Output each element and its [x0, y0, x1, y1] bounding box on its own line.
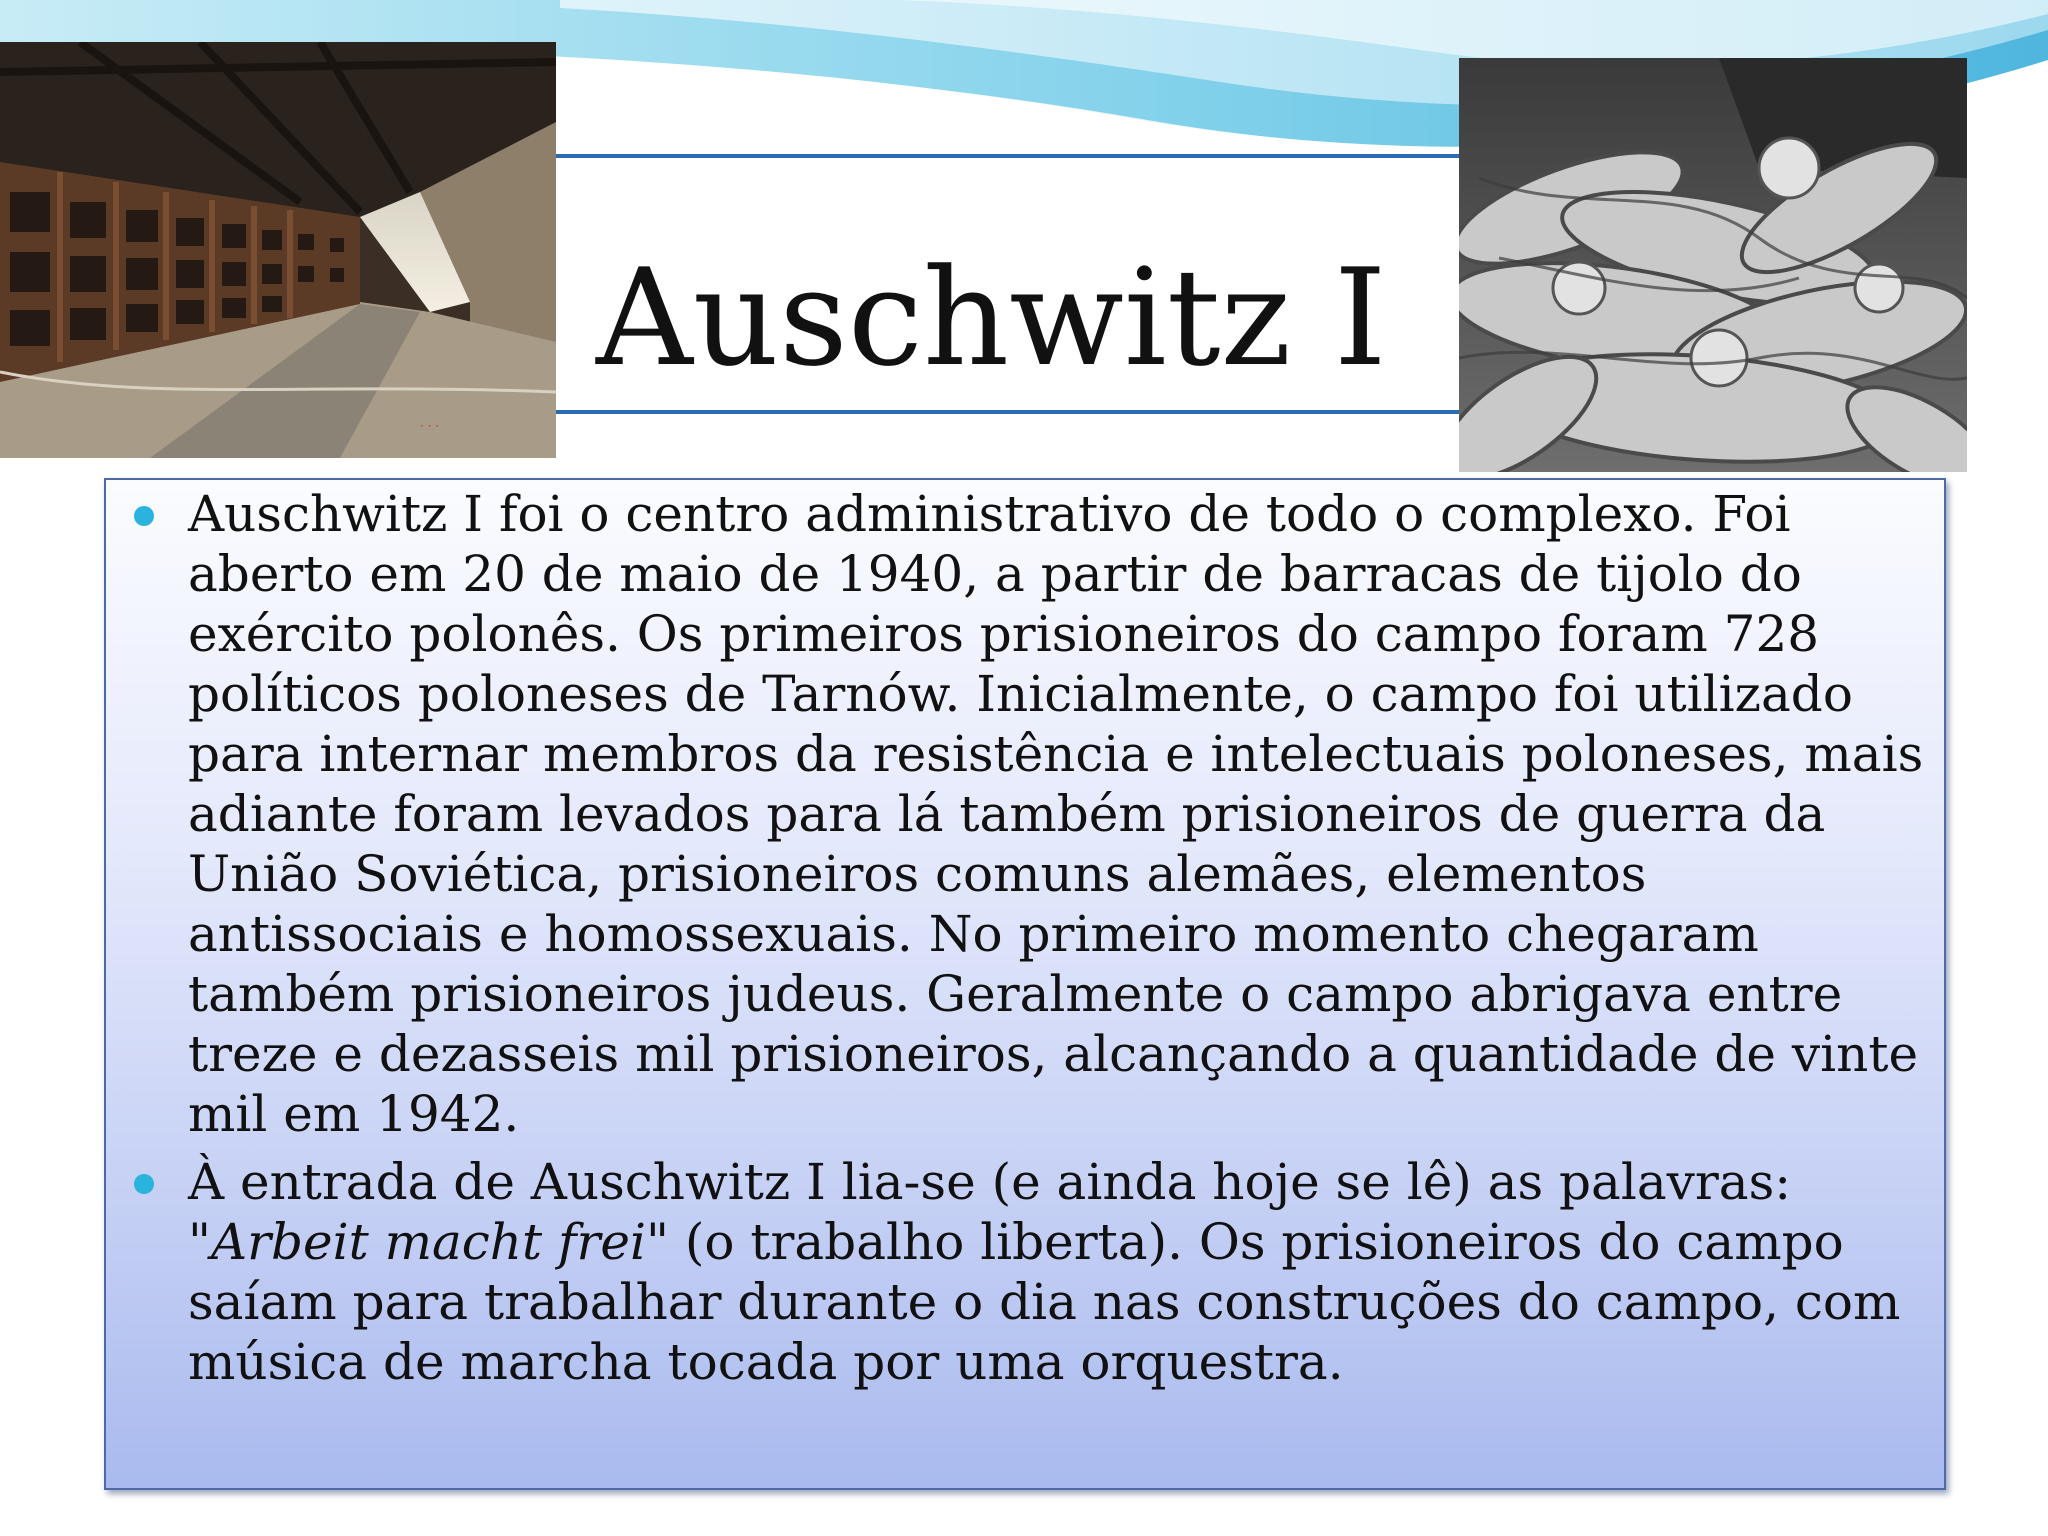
bullet-text: Auschwitz I foi o centro administrativo de todo o complexo. Foi aberto em 20 de maio de 1940, a partir de barracas de tijolo do exército polonês. Os primeiros prisioneiros do campo foram 728 políticos poloneses de Tarnów. Inicialmente, o campo foi utilizado para internar membros da resistência e intelectuais poloneses, mais adiante foram levados para lá também prisioneiros de guerra da União Soviética, prisioneiros comuns alemães, elementos antissociais e homossexuais. No primeiro momento chegaram também prisioneiros judeus. Geralmente o campo abrigava entre treze e dezasseis mil prisioneiros, alcançando a quantidade de vinte mil em 1942. [188, 485, 1924, 1143]
bullet-item [188, 1152, 1928, 1392]
barracks-photo [0, 42, 556, 458]
motto-quote: "Arbeit macht frei" [188, 1213, 669, 1271]
bullet-item [188, 484, 1928, 1144]
bullet-text-rest: (o trabalho liberta). Os prisioneiros do campo saíam para trabalhar durante o dia nas construções do campo, com música de marcha tocada por uma orquestra. [188, 1213, 1901, 1391]
slide-title: Auschwitz I [596, 240, 1387, 396]
prisoners-photo [1459, 58, 1967, 472]
bullet-list [188, 484, 1928, 1400]
svg-text:· · ·: · · · [420, 419, 440, 433]
title-rule-bottom [556, 410, 1460, 414]
bullet-dot-icon [134, 506, 154, 526]
bullet-dot-icon [134, 1174, 154, 1194]
bullet-text-intro: À entrada de Auschwitz I lia-se (e ainda hoje se lê) as palavras: [188, 1153, 1792, 1211]
content-box [104, 478, 1946, 1490]
title-rule-top [556, 154, 1460, 158]
